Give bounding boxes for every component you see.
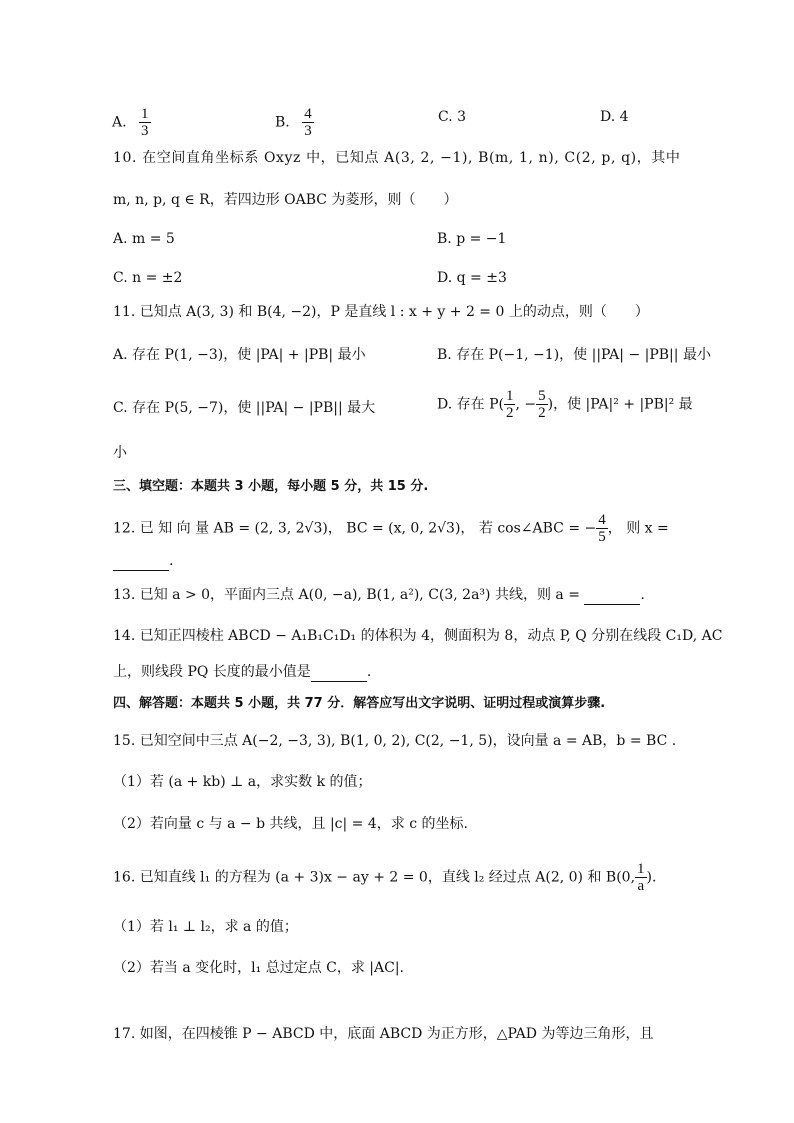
denominator: 5 [598,529,606,545]
fraction [596,512,608,545]
q14-stem-line2 [113,662,371,682]
denominator: a [637,878,645,894]
q9-option-a [112,106,151,139]
q10-option-d: D. q = ±3 [437,270,507,286]
q10-stem-line2: m, n, p, q ∈ R，若四边形 OABC 为菱形，则（ ） [113,192,458,208]
q16-part-2: （2）若当 a 变化时，l₁ 总过定点 C，求 |AC|. [113,960,405,976]
numerator: 5 [538,388,546,404]
fraction [302,106,314,139]
section-3-heading: 三、填空题：本题共 3 小题，每小题 5 分，共 15 分. [113,479,429,494]
numerator: 1 [141,106,149,122]
answer-blank [584,590,640,605]
q10-option-a: A. m = 5 [113,231,175,247]
fraction [504,388,516,421]
q16-part-1: （1）若 l₁ ⊥ l₂，求 a 的值； [113,919,298,935]
q12-stem [113,512,669,545]
q13-stem [113,585,645,605]
q11-option-b: B. 存在 P(−1, −1)，使 ||PA| − |PB|| 最小 [437,347,711,363]
q10-stem-line1: 10. 在空间直角坐标系 Oxyz 中，已知点 A(3, 2, −1), B(m, 1, n), C(2, p, q)，其中 [113,150,681,166]
q16-text: ). [646,869,657,886]
denominator: 3 [304,123,312,139]
fraction [635,861,647,894]
q12-answer-line [113,551,173,571]
q9-option-c: C. 3 [438,109,467,125]
q14-text: 上，则线段 PQ 长度的最小值是 [113,664,311,680]
answer-blank [311,667,367,682]
q12-text: ， 则 x = [607,520,669,537]
numerator: 4 [304,106,312,122]
section-4-heading: 四、解答题：本题共 5 小题，共 77 分．解答应写出文字说明、证明过程或演算步骤. [113,696,606,711]
period: . [366,664,372,680]
q12-text: 12. 已 知 向 量 AB = (2, 3, 2√3)， BC = (x, 0, 2√3)， 若 cos∠ABC = − [113,520,597,537]
numerator: 1 [505,388,514,404]
q9-option-b [275,106,314,139]
numerator: 4 [598,512,606,528]
option-text: , − [515,396,537,413]
fraction [536,388,548,421]
fraction [139,106,151,139]
option-label: B. [275,114,290,131]
q15-stem: 15. 已知空间中三点 A(−2, −3, 3), B(1, 0, 2), C(2, −1, 5)，设向量 a = AB，b = BC . [113,733,677,749]
q16-text: 16. 已知直线 l₁ 的方程为 (a + 3)x − ay + 2 = 0，直线 l₂ 经过点 A(2, 0) 和 B(0, [113,869,636,886]
q11-option-d-wrap: 小 [113,445,127,461]
answer-blank [113,556,169,571]
option-label: A. [112,114,127,131]
q10-option-c: C. n = ±2 [113,270,183,286]
q16-stem [113,861,656,894]
q10-option-b: B. p = −1 [437,231,507,247]
q15-part-1: （1）若 (a + kb) ⊥ a，求实数 k 的值； [113,774,372,790]
q15-part-2: （2）若向量 c 与 a − b 共线，且 |c| = 4，求 c 的坐标. [113,816,468,832]
option-text: )，使 |PA|² + |PB|² 最 [547,396,693,413]
q11-option-c: C. 存在 P(5, −7)，使 ||PA| − |PB|| 最大 [113,400,376,416]
option-text: D. 存在 P( [437,396,504,413]
q14-stem-line1: 14. 已知正四棱柱 ABCD − A₁B₁C₁D₁ 的体积为 4，侧面积为 8，动点 P, Q 分别在线段 C₁D, AC [113,628,723,644]
q9-option-d: D. 4 [600,109,629,125]
q11-stem: 11. 已知点 A(3, 3) 和 B(4, −2)，P 是直线 l : x + y + 2 = 0 上的动点，则（ ） [113,304,649,320]
period: . [640,587,645,603]
q13-text: 13. 已知 a > 0，平面内三点 A(0, −a), B(1, a²), C(3, 2a³) 共线，则 a = [113,587,580,603]
denominator: 3 [141,123,149,139]
period: . [169,553,174,569]
denominator: 2 [538,405,546,421]
numerator: 1 [637,861,645,877]
q17-stem: 17. 如图，在四棱锥 P − ABCD 中，底面 ABCD 为正方形，△PAD 为等边三角形，且 [113,1026,654,1042]
q11-option-d [437,388,693,421]
q11-option-a: A. 存在 P(1, −3)，使 |PA| + |PB| 最小 [113,347,366,363]
denominator: 2 [505,405,514,421]
